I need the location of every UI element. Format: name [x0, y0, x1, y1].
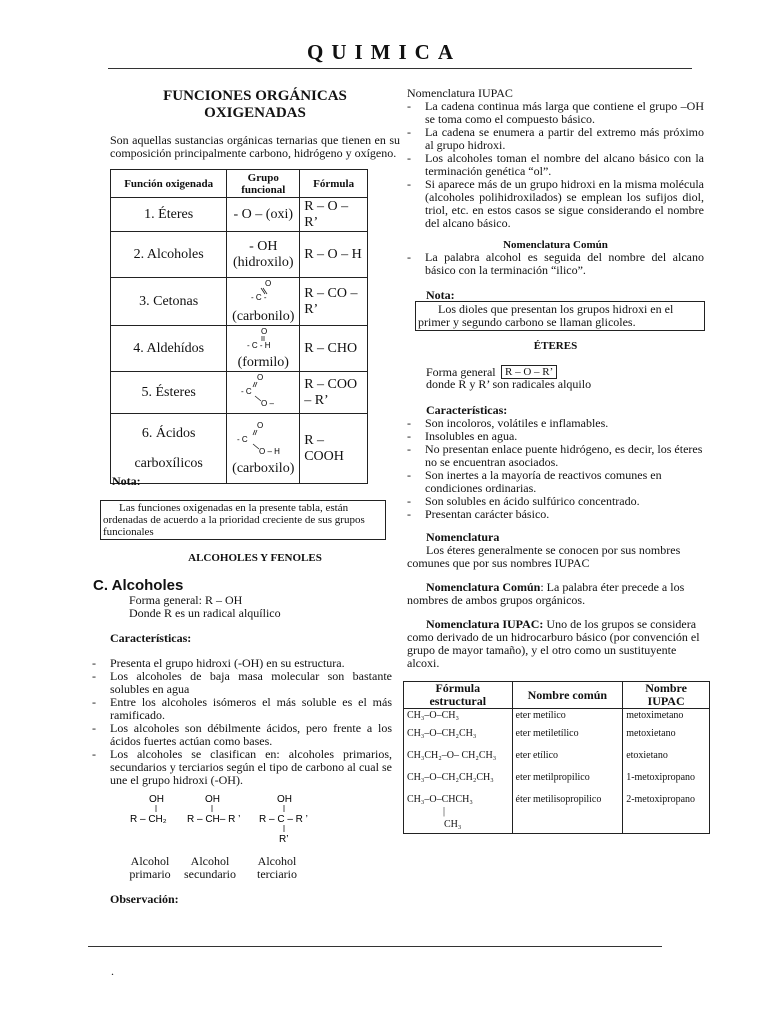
- function-group: - O – (oxi): [227, 198, 300, 232]
- table-header: Fórmula estructural: [404, 682, 513, 709]
- function-name: 6. Ácidos carboxílicos: [111, 414, 227, 484]
- page-title: QUIMICA: [307, 40, 461, 64]
- function-formula: R – CHO: [300, 326, 368, 372]
- alcohol-structures: [125, 790, 325, 846]
- struct-oh: OH: [149, 794, 164, 805]
- struct-r-sub: R’: [279, 834, 289, 845]
- function-formula: R – COO – R’: [300, 372, 368, 414]
- alcoholes-heading: C. Alcoholes: [93, 577, 184, 594]
- ketone-structure: [233, 278, 293, 304]
- footer-mark: .: [111, 964, 114, 978]
- list-item: - Presenta el grupo hidroxi (-OH) en su estructura.: [92, 657, 392, 670]
- function-group-label: (formilo): [237, 355, 289, 370]
- function-group-label: (carboxilo): [232, 461, 295, 476]
- struct-o: O: [257, 373, 264, 382]
- table-header: Nombre IUPAC: [623, 682, 710, 709]
- row-iupac: 2-metoxipropano: [626, 794, 696, 805]
- list-item: - Los alcoholes son débilmente ácidos, pero frente a los ácidos fuertes actúan como bases.: [92, 722, 392, 748]
- function-name: 1. Éteres: [111, 198, 227, 232]
- row-formula: CH₃–O–CH₃: [407, 710, 459, 721]
- function-name: 4. Aldehídos: [111, 326, 227, 372]
- table-header: Fórmula: [300, 170, 368, 198]
- carboxyl-structure: [233, 420, 293, 456]
- function-group: [227, 372, 300, 414]
- table-row: CH₃–O–CH₃ CH₃–O–CH₂CH₃ CH₃CH₂–O– CH₂CH₃ CH₃–O–CH₂CH₂CH₃ CH₃–O–CHCH₃ | CH₃ eter metílico eter metiletílico eter etílico eter metilpropilico éter metilisopropilico metoximetano metoxietano etoxietano 1-metoxipropano 2-metoxipropano: [404, 709, 710, 834]
- nota-box: Las funciones oxigenadas en la presente tabla, están ordenadas de acuerdo a la prioridad creciente de sus grupos funcionales: [100, 500, 386, 540]
- list-item: - Si aparece más de un grupo hidroxi en la misma molécula (alcoholes polihidroxilados) se emplean los sufijos diol, triol, etc. en estos casos se sigue considerando el nombre del alcano básico.: [407, 178, 704, 230]
- section-heading: FUNCIONES ORGÁNICAS OXIGENADAS: [163, 88, 347, 121]
- forma-general: Forma general: R – OH: [129, 593, 243, 607]
- alcohol-type: Alcohol primario: [129, 854, 171, 881]
- forma-general-value: R – O – R’: [501, 365, 557, 379]
- function-formula: R – CO – R’: [300, 278, 368, 326]
- row-iupac: etoxietano: [626, 750, 668, 761]
- list-item: - Son solubles en ácido sulfúrico concentrado.: [407, 495, 704, 508]
- list-item: - Los alcoholes toman el nombre del alcano básico con la terminación genética “ol”.: [407, 152, 704, 178]
- eter-characteristics: [407, 417, 704, 521]
- struct-ch: - C - H: [247, 341, 271, 350]
- nomenclatura-comun: Nomenclatura Común: La palabra éter precede a los nombres de ambos grupos orgánicos.: [407, 580, 685, 607]
- table-header: Grupo funcional: [227, 170, 300, 198]
- row-branch: CH₃: [444, 819, 462, 830]
- struct-oh: OH: [277, 794, 292, 805]
- row-comun: eter metilpropilico: [515, 772, 590, 783]
- list-item: - Presentan carácter básico.: [407, 508, 704, 521]
- function-name: 2. Alcoholes: [111, 232, 227, 278]
- function-group: - OH (hidroxilo): [227, 232, 300, 278]
- donde-text: donde R y R’ son radicales alquilo: [426, 377, 592, 391]
- intro-paragraph: Son aquellas sustancias orgánicas ternarias que tienen en su composición principalmente carbono, hidrógeno y oxígeno.: [110, 133, 400, 160]
- donde-text: Donde R es un radical alquílico: [129, 606, 281, 620]
- row-comun: eter metiletílico: [515, 728, 579, 739]
- table-row: [111, 232, 368, 278]
- table-row: [111, 198, 368, 232]
- iupac-title: Nomenclatura IUPAC: [407, 86, 513, 100]
- struct-o-dash: O –: [261, 399, 275, 408]
- list-item: - No presentan enlace puente hidrógeno, es decir, los éteres no se encuentran asociados.: [407, 443, 704, 469]
- list-item: - Insolubles en agua.: [407, 430, 704, 443]
- list-item: - Entre los alcoholes isómeros el más soluble es el más ramificado.: [92, 696, 392, 722]
- nomenclatura-title: Nomenclatura: [426, 530, 500, 544]
- function-name: 3. Cetonas: [111, 278, 227, 326]
- struct-c: - C: [241, 387, 252, 396]
- row-formula: CH₃–O–CH₂CH₃: [407, 728, 477, 739]
- row-formula: CH₃–O–CHCH₃: [407, 794, 473, 805]
- aldehyde-structure: [233, 326, 293, 350]
- footer-rule: [88, 946, 662, 947]
- function-group: [227, 278, 300, 326]
- functions-table: [110, 169, 368, 484]
- caracteristicas-label: Características:: [110, 631, 192, 645]
- row-iupac: 1-metoxipropano: [626, 772, 696, 783]
- row-iupac: metoxietano: [626, 728, 676, 739]
- iupac-rules: [407, 100, 704, 230]
- list-item: - Los alcoholes de baja masa molecular son bastante solubles en agua: [92, 670, 392, 696]
- alcohol-characteristics: [92, 657, 392, 787]
- row-iupac: metoximetano: [626, 710, 684, 721]
- struct-o: O: [261, 327, 268, 336]
- row-comun: eter metílico: [515, 710, 566, 721]
- list-item: - Son inertes a la mayoría de reactivos comunes en condiciones ordinarias.: [407, 469, 704, 495]
- list-item: - Son incoloros, volátiles e inflamables.: [407, 417, 704, 430]
- nota-label: Nota:: [426, 288, 455, 302]
- table-header: Nombre común: [512, 682, 623, 709]
- row-formula: CH₃–O–CH₂CH₂CH₃: [407, 772, 494, 783]
- observacion-label: Observación:: [110, 892, 179, 906]
- struct-tertiary: R – C – R ’: [259, 814, 308, 825]
- caracteristicas-label: Características:: [426, 403, 508, 417]
- struct-oh: O – H: [259, 447, 281, 456]
- forma-general-label: Forma general: [426, 365, 496, 379]
- header-rule: [108, 68, 692, 69]
- struct-primary: R – CH₂: [130, 814, 167, 825]
- function-formula: R – COOH: [300, 414, 368, 484]
- struct-oh: OH: [205, 794, 220, 805]
- nota-box: Los dioles que presentan los grupos hidroxi en el primer y segundo carbono se llaman glicoles.: [415, 301, 705, 331]
- struct-o: O: [257, 421, 264, 430]
- list-item: - Los alcoholes se clasifican en: alcoholes primarios, secundarios y terciarios según el tipo de carbono al cual se une el grupo hidroxi (-OH).: [92, 748, 392, 787]
- function-group-label: (carbonilo): [232, 309, 295, 324]
- function-formula: R – O – H: [300, 232, 368, 278]
- row-comun: éter metilisopropilico: [515, 794, 602, 805]
- struct-secondary: R – CH– R ’: [187, 814, 241, 825]
- section-alcoholes: ALCOHOLES Y FENOLES: [188, 552, 322, 564]
- comun-rules: [407, 251, 704, 277]
- function-name: 5. Ésteres: [111, 372, 227, 414]
- row-comun: eter etílico: [515, 750, 559, 761]
- ester-structure: [233, 372, 293, 408]
- alcohol-type: Alcohol secundario: [184, 854, 236, 881]
- table-row: [111, 278, 368, 326]
- comun-title: Nomenclatura Común: [503, 239, 608, 251]
- function-group: [227, 414, 300, 484]
- nomenclatura-iupac: Nomenclatura IUPAC: Uno de los grupos se considera como derivado de un hidrocarburo básico (por convención el grupo de mayor tamaño), y el otro como un sustituyente alcoxi.: [407, 617, 700, 670]
- table-row: [111, 326, 368, 372]
- table-row: [111, 414, 368, 484]
- eteres-title: ÉTERES: [533, 340, 578, 352]
- list-item: - La cadena se enumera a partir del extremo más próximo al grupo hidroxi.: [407, 126, 704, 152]
- table-row: [111, 372, 368, 414]
- list-item: - La cadena continua más larga que contiene el grupo –OH se toma como el compuesto básico.: [407, 100, 704, 126]
- list-item: - La palabra alcohol es seguida del nombre del alcano básico con la terminación “ilico”.: [407, 251, 704, 277]
- nota-label: Nota:: [112, 474, 141, 488]
- row-formula: CH₃CH₂–O– CH₂CH₃: [407, 750, 497, 761]
- struct-c: - C -: [251, 293, 267, 302]
- table-header: Función oxigenada: [111, 170, 227, 198]
- function-group: [227, 326, 300, 372]
- nomenclatura-text: Los éteres generalmente se conocen por sus nombres comunes que por sus nombres IUPAC: [407, 543, 681, 570]
- struct-o: O: [265, 279, 272, 288]
- function-formula: R – O – R’: [300, 198, 368, 232]
- alcohol-type: Alcohol terciario: [257, 854, 297, 881]
- struct-c: - C: [237, 435, 248, 444]
- ether-names-table: [403, 681, 710, 834]
